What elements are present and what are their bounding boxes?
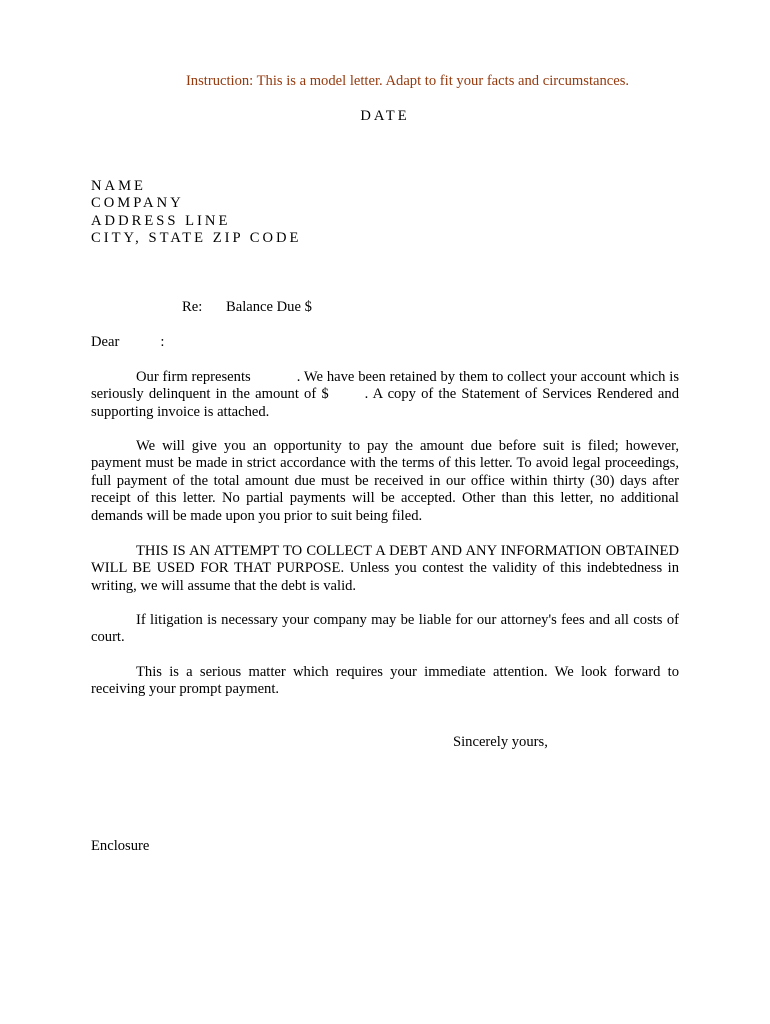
paragraph-litigation: If litigation is necessary your company may be liable for our attorney's fees and all costs of court. — [91, 612, 679, 646]
paragraph-1-part-a: Our firm represents — [136, 369, 251, 385]
closing-signoff: Sincerely yours, — [453, 734, 548, 750]
reference-label: Re: — [182, 299, 203, 315]
paragraph-representation — [91, 369, 679, 421]
recipient-address-block — [91, 178, 301, 248]
paragraph-1-part-c: . A copy of the Statement of Services Rendered and supporting invoice is attached. — [91, 386, 679, 420]
enclosure-note: Enclosure — [91, 838, 150, 854]
reference-text: Balance Due $ — [226, 299, 312, 315]
salutation-colon: : — [160, 334, 165, 350]
recipient-city-state-zip: CITY, STATE ZIP CODE — [91, 230, 302, 247]
paragraph-1-part-b: . We have been retained by them to collect your account which is seriously delinquent in the amount of $ — [91, 369, 679, 403]
recipient-name: NAME — [91, 178, 146, 194]
paragraph-debt-notice: THIS IS AN ATTEMPT TO COLLECT A DEBT AND ANY INFORMATION OBTAINED WILL BE USED FOR THAT PURPOSE. Unless you contest the validity of this indebtedness in writing, we will assume that the debt is valid. — [91, 543, 679, 594]
recipient-company: COMPANY — [91, 195, 184, 212]
paragraph-payment-terms: We will give you an opportunity to pay the amount due before suit is filed; however, payment must be made in strict accordance with the terms of this letter. To avoid legal proceedings, full payment of the total amount due must be received in our office within thirty (30) days after receipt of this letter. No partial payments will be accepted. Other than this letter, no additional demands will be made upon you prior to suit being filed. — [91, 438, 679, 524]
salutation — [91, 334, 164, 351]
recipient-address-line: ADDRESS LINE — [91, 212, 231, 229]
reference-line — [182, 299, 312, 316]
instruction-note: Instruction: This is a model letter. Adapt to fit your facts and circumstances. — [185, 73, 630, 89]
paragraph-closing-request: This is a serious matter which requires your immediate attention. We look forward to receiving your prompt payment. — [91, 664, 679, 698]
salutation-greeting: Dear — [91, 334, 120, 350]
date-placeholder: DATE — [360, 108, 410, 124]
